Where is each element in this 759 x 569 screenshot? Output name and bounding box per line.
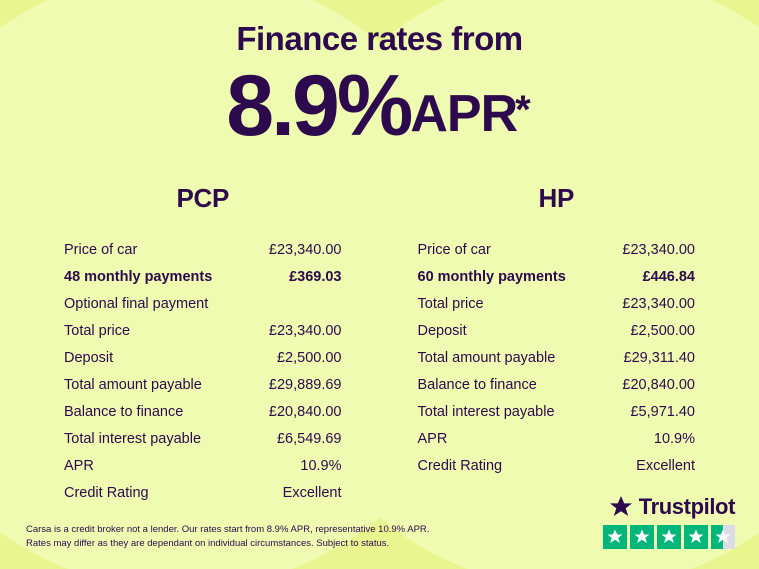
row-value: £23,340.00 (622, 295, 695, 312)
table-row (64, 398, 342, 425)
rating-star-1 (603, 525, 627, 549)
table-row (64, 317, 342, 344)
row-label: APR (64, 457, 94, 474)
row-value: Excellent (282, 484, 342, 501)
row-label: 60 monthly payments (417, 268, 566, 285)
table-row (64, 290, 342, 317)
table-row (418, 425, 696, 452)
row-value: £20,840.00 (622, 376, 695, 393)
row-value: £23,340.00 (268, 322, 342, 339)
row-value: £20,840.00 (268, 403, 342, 420)
row-label: Credit Rating (64, 484, 149, 501)
column-heading-pcp: PCP (176, 183, 230, 213)
table-row (64, 263, 342, 290)
row-value: £29,889.69 (268, 376, 342, 393)
rating-star-3 (657, 525, 681, 549)
row-label: Credit Rating (417, 457, 503, 474)
headline-rate-suffix: APR (410, 85, 518, 143)
column-heading-hp: HP (538, 183, 575, 213)
headline-rate-value: 8.9% (226, 58, 411, 154)
table-row (64, 479, 342, 506)
disclaimer-line-2: Rates may differ as they are dependant on individual circumstances. Subject to status. (26, 537, 390, 549)
finance-column-pcp (26, 183, 380, 506)
trustpilot-rating-stars (603, 525, 735, 549)
row-label: APR (417, 430, 448, 447)
trustpilot-name: Trustpilot (638, 494, 735, 519)
trustpilot-star-icon (609, 495, 633, 519)
row-value: £29,311.40 (623, 349, 695, 366)
row-value: £369.03 (289, 268, 342, 285)
table-row (64, 344, 342, 371)
row-label: Total amount payable (64, 376, 202, 393)
row-value: Excellent (636, 457, 695, 474)
row-label: Price of car (417, 241, 491, 258)
table-row (64, 425, 342, 452)
table-row (64, 236, 342, 263)
table-row (418, 371, 696, 398)
rating-star-5-half (711, 525, 735, 549)
table-row (418, 344, 696, 371)
row-label: 48 monthly payments (64, 268, 213, 285)
row-label: Total interest payable (64, 430, 202, 447)
table-row (418, 290, 696, 317)
row-label: Total price (64, 322, 131, 339)
rating-star-4 (684, 525, 708, 549)
row-label: Total price (417, 295, 484, 312)
row-value: 10.9% (300, 457, 342, 474)
headline-asterisk: * (515, 87, 531, 132)
row-label: Deposit (64, 349, 114, 366)
table-row (418, 236, 696, 263)
table-row (418, 398, 696, 425)
trustpilot-widget[interactable] (603, 494, 735, 549)
row-value: £23,340.00 (268, 241, 342, 258)
row-value: £2,500.00 (630, 322, 695, 339)
row-value: £446.84 (642, 268, 695, 285)
row-value: 10.9% (653, 430, 695, 447)
row-value: £5,971.40 (630, 403, 695, 420)
row-label: Price of car (64, 241, 138, 258)
row-label: Optional final payment (64, 295, 209, 312)
row-label: Deposit (417, 322, 467, 339)
table-row (64, 452, 342, 479)
table-row (418, 263, 696, 290)
row-label: Balance to finance (417, 376, 537, 393)
table-row (418, 317, 696, 344)
disclaimer-line-1: Carsa is a credit broker not a lender. Our rates start from 8.9% APR, representative 10.9% APR. (26, 523, 430, 535)
row-label: Balance to finance (64, 403, 184, 420)
row-value: £23,340.00 (622, 241, 695, 258)
finance-comparison (0, 183, 759, 506)
legal-disclaimer (26, 523, 429, 552)
rating-star-2 (630, 525, 654, 549)
page-title: Finance rates from (236, 20, 523, 57)
finance-column-hp (380, 183, 734, 506)
table-row (418, 452, 696, 479)
trustpilot-logo (603, 494, 735, 520)
headline-rate (0, 58, 759, 154)
table-row (64, 371, 342, 398)
row-value: £6,549.69 (276, 430, 342, 447)
row-value: £2,500.00 (276, 349, 342, 366)
row-label: Total amount payable (417, 349, 556, 366)
row-label: Total interest payable (417, 403, 555, 420)
